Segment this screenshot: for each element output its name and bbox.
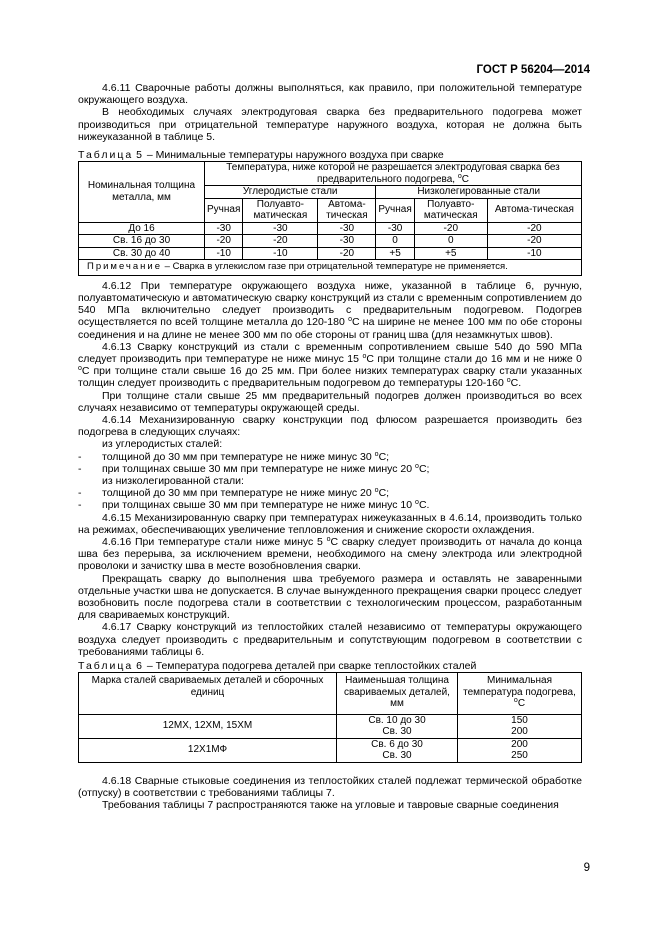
t5-cell: -20 [205,235,243,248]
t6-grade: 12МХ, 12ХМ, 15ХМ [79,714,337,738]
t5-cell: -30 [376,222,414,235]
t5-cell: Св. 30 до 40 [79,247,205,260]
table5-caption [78,149,582,161]
t5-cell: -30 [318,222,376,235]
table6-caption-word: Таблица [78,660,134,673]
t5-cell: +5 [376,247,414,260]
t5-cell: 0 [376,235,414,248]
table6-caption-num: 6 [136,660,144,673]
t5-head-carbon: Углеродистые стали [205,186,376,199]
t5-cell: -10 [243,247,318,260]
t6-temperature: 200 250 [458,738,582,762]
t5-cell: До 16 [79,222,205,235]
t6-thickness: Св. 6 до 30 Св. 30 [337,738,458,762]
list-item: - толщиной до 30 мм при температуре не ниже минус 20 $^о$С; [78,487,390,500]
t5-cell: -20 [243,235,318,248]
paragraph-4-6-17: 4.6.17 Сварку конструкций из теплостойких сталей независимо от температуры окружающего воздуха следует производить с предварительным и сопутствующим подогревом в соответствии с требованиями таблицы 6. [78,621,582,658]
t5-head-manual-2: Ручная [376,198,414,222]
t5-cell: -10 [487,247,581,260]
t5-note-word: Примечание [87,261,162,273]
t6-head-temp: Минимальная температура подогрева, $^о$C [458,673,582,715]
t5-degree-sup: о [457,172,462,180]
table-row [79,247,582,260]
low-alloy-steel-label: из низколегированной стали: [102,474,244,487]
table5-caption-word: Таблица [78,149,134,162]
t5-note [79,260,582,276]
paragraph-4-6-18: 4.6.18 Сварные стыковые соединения из теплостойких сталей подлежат термической обработке (отпуску) в соответствии с требованиями таблицы 7. [78,774,582,799]
t5-head-semi-2: Полуавто-матическая [414,198,487,222]
table-row [79,738,582,762]
t5-cell: -10 [205,247,243,260]
list-item: - при толщинах свыше 30 мм при температуре не ниже минус 20 $^о$С; [78,462,430,475]
paragraph-table7-scope: Требования таблицы 7 распространяются также на угловые и тавровые сварные соединения [102,799,559,812]
document-header: ГОСТ Р 56204—2014 [476,64,590,76]
paragraph-4-6-15: 4.6.15 Механизированную сварку при температурах нижеуказанных в 4.6.14, производить только на режимах, обеспечивающих увеличение тепловложения и снижение скорости охлаждения. [78,511,582,536]
t5-cell: -20 [487,235,581,248]
t5-cell: Св. 16 до 30 [79,235,205,248]
t5-note-text: – Сварка в углекислом газе при отрицательной температуре не применяется. [164,261,508,273]
paragraph-thickness-over-25: При толщине стали свыше 25 мм предварительный подогрев должен производиться во всех случаях независимо от температуры окружающей среды. [78,389,582,414]
list-item: - толщиной до 30 мм при температуре не ниже минус 30 $^о$С; [78,450,390,463]
table5-caption-text: – Минимальные температуры наружного воздуха при сварке [146,149,444,162]
t5-head-thickness: Номинальная толщина металла, мм [79,162,205,223]
paragraph-4-6-11: 4.6.11 Сварочные работы должны выполняться, как правило, при положительной температуре окружающего воздуха. [78,82,582,107]
t5-cell: -20 [487,222,581,235]
paragraph-4-6-13: 4.6.13 Сварку конструкций из стали с временным сопротивлением свыше 540 до 590 МПа следует производить при температуре не ниже минус 15 $^о$С при толщине стали до 16 мм и не ниже 0 $^о$С при толщине стали свыше 16 до 25 мм. При более низких температурах сварку стали указанных толщин следует производить с предварительным подогревом до температуры 120-160 $^о$С. [78,340,583,390]
t5-cell: -20 [318,247,376,260]
t5-head-temp: Температура, ниже которой не разрешается электродуговая сварка без предварительного подогрева, $^о$C [205,162,582,186]
page-number: 9 [583,862,590,874]
t5-cell: +5 [414,247,487,260]
table-6 [78,672,582,763]
t6-grade: 12Х1МФ [79,738,337,762]
t5-head-manual-1: Ручная [205,198,243,222]
paragraph-4-6-16: 4.6.16 При температуре стали ниже минус 5 $^о$С сварку следует производить от начала до конца шва без перерыва, за исключением времени, необходимого на смену электрода или электродной проволоки и зачистку шва в месте возобновления сварки. [78,535,582,573]
t6-thickness: Св. 10 до 30 Св. 30 [337,714,458,738]
table-5 [78,161,582,276]
table6-caption-text: – Температура подогрева деталей при сварке теплостойких сталей [146,660,477,673]
t5-cell: -30 [243,222,318,235]
table-row [79,235,582,248]
paragraph-stop-welding: Прекращать сварку до выполнения шва требуемого размера и оставлять не заваренными отдельные участки шва не допускается. В случае вынужденного прекращения сварки процесс следует возобновить после подогрева стали в соответствии с технологическим процессом, разработанным для свариваемых конструкций. [78,572,582,622]
table-row [79,714,582,738]
t5-cell: -30 [318,235,376,248]
t6-head-thickness: Наименьшая толщина свариваемых деталей, мм [337,673,458,715]
table5-caption-num: 5 [136,149,144,162]
paragraph-4-6-11-cont: В необходимых случаях электродуговая сварка без предварительного подогрева может производиться при отрицательной температуре наружного воздуха, которая не должна быть нижеуказанной в таблице 5. [78,106,582,143]
list-item: - при толщинах свыше 30 мм при температуре не ниже минус 10 $^о$С. [78,499,430,512]
carbon-steel-label: из углеродистых сталей: [102,438,223,451]
t5-cell: -20 [414,222,487,235]
t6-head-grade: Марка сталей свариваемых деталей и сборочных единиц [79,673,337,715]
paragraph-4-6-14: 4.6.14 Механизированную сварку конструкции под флюсом разрешается производить без подогрева в следующих случаях: [78,413,582,439]
page-content [78,82,582,811]
t5-head-auto-2: Автома-тическая [487,198,581,222]
table-row [79,222,582,235]
paragraph-4-6-12: 4.6.12 При температуре окружающего воздуха ниже, указанной в таблице 6, ручную, полуавтоматическую и автоматическую сварку конструкций из стали с временным сопротивлением до 540 МПа включительно следует производить с предварительным подогревом. Подогрев осуществляется по всей толщине металла до 120-180 $^о$С на ширине не менее 100 мм по обе стороны соединения и на длине не менее 300 мм по обе стороны от границ шва (для незамкнутых швов). [78,279,583,341]
t5-cell: -30 [205,222,243,235]
t5-cell: 0 [414,235,487,248]
t5-head-auto-1: Автома-тическая [318,198,376,222]
table6-caption [78,660,582,672]
t5-head-semi-1: Полуавто-матическая [243,198,318,222]
t6-temperature: 150 200 [458,714,582,738]
t5-head-lowalloy: Низколегированные стали [376,186,582,199]
